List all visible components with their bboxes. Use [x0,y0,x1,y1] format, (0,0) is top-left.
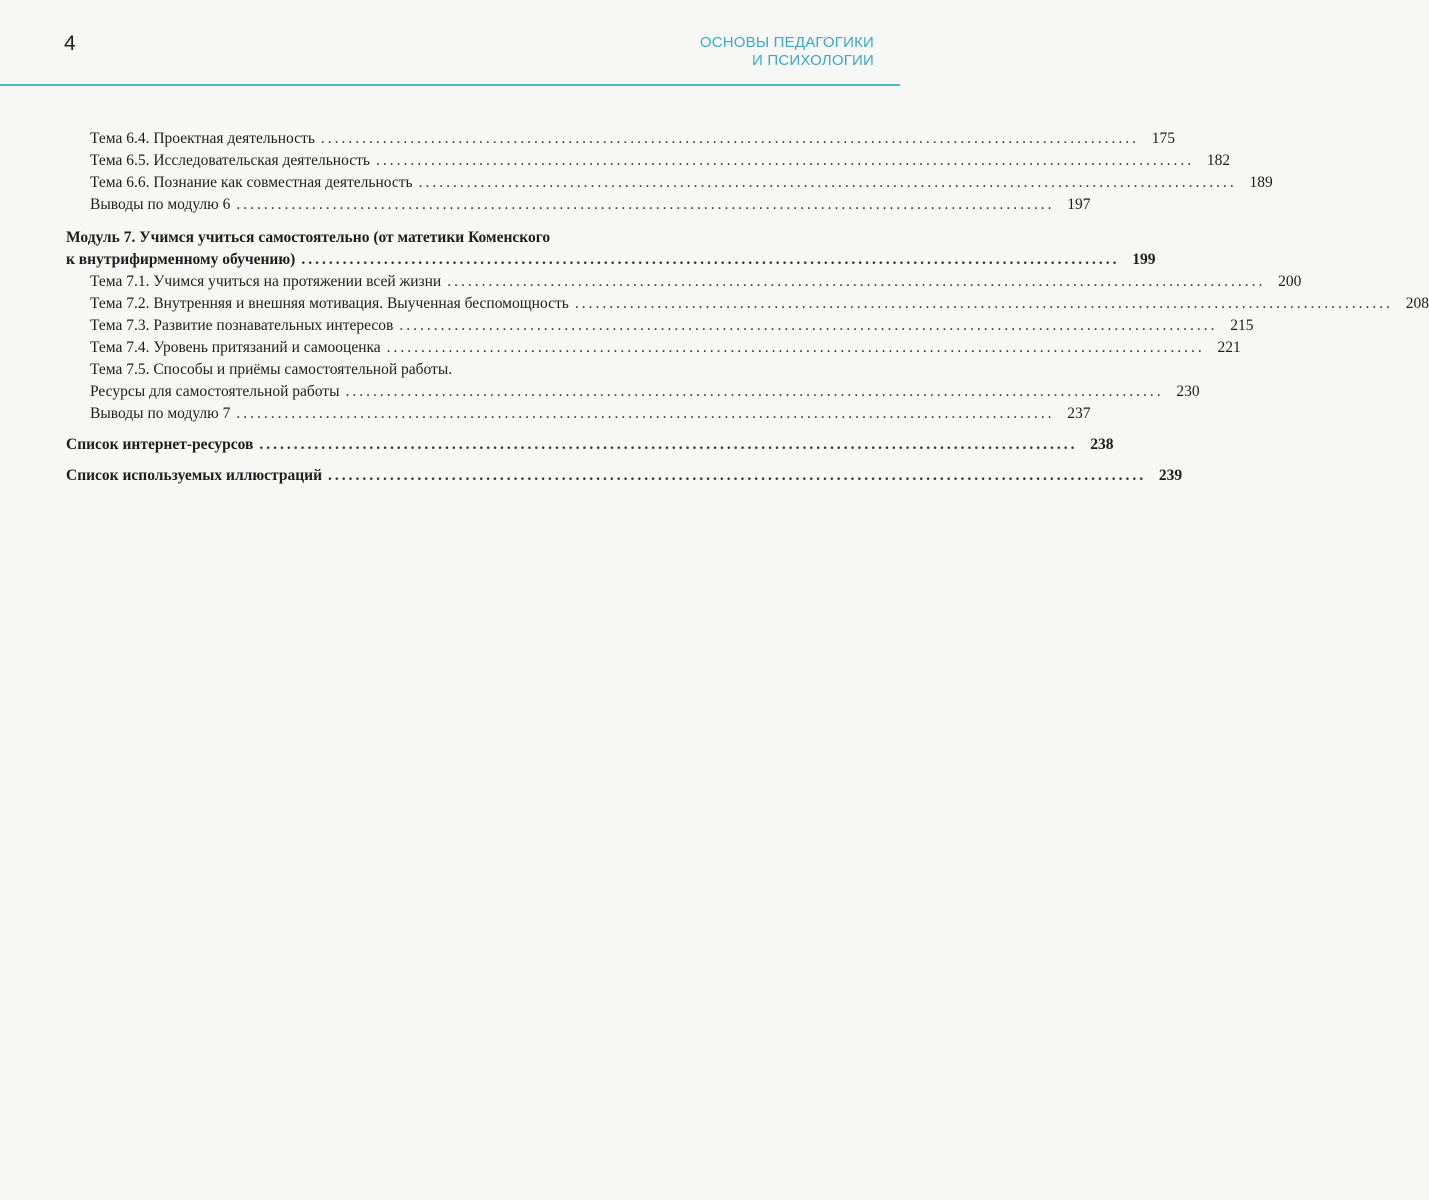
toc-entry-page: 215 [1230,317,1254,334]
toc-entry-topic-6-4 [66,128,1176,150]
toc-entry-page: 239 [1158,467,1183,484]
toc-entry-topic-7-5 [66,381,1200,403]
toc-entry-page: 221 [1217,339,1241,356]
toc-entry-title: Тема 7.1. Учимся учиться на протяжении всей жизни [90,273,442,290]
toc-entry-title: Тема 7.2. Внутренняя и внешняя мотивация. Выученная беспомощность [90,295,569,312]
toc-entry-page: 182 [1206,152,1231,169]
toc-entry-page: 200 [1278,273,1302,290]
toc-leader-dots: ....................................................................................................................... [447,273,1266,290]
running-head [700,34,874,70]
toc-leader-dots: ....................................................................................................................... [236,196,1055,213]
page-number: 4 [64,32,76,55]
toc-module7-title-line1: Модуль 7. Учимся учиться самостоятельно (от матетики Коменского [66,229,551,246]
toc-leader-dots: ....................................................................................................................... [328,467,1147,484]
toc-entry-title: Список используемых иллюстраций [66,467,323,484]
toc-entry-title: Тема 6.6. Познание как совместная деятельность [90,174,413,191]
toc-entry-internet-resources [66,434,1114,456]
toc-leader-dots: ....................................................................................................................... [320,130,1140,147]
toc-entry-title: Список интернет-ресурсов [66,436,254,453]
toc-entry-topic-7-1 [66,271,1302,293]
toc-entry-topic-6-5 [66,150,1231,172]
toc-leader-dots: ....................................................................................................................... [386,339,1205,356]
toc-entry-page: 238 [1090,436,1114,453]
toc-entry-title: Тема 6.4. Проектная деятельность [90,130,315,147]
running-head-line1: ОСНОВЫ ПЕДАГОГИКИ [699,34,874,51]
toc-entry-topic-7-4 [66,337,1241,359]
toc-entry-page: 189 [1249,174,1273,191]
toc-entry-illustrations [66,465,1183,487]
toc-entry-title: Ресурсы для самостоятельной работы [90,383,340,400]
toc-entry-title: Тема 6.5. Исследовательская деятельность [90,152,370,169]
header-rule [0,84,900,86]
toc-entry-title: Выводы по модулю 6 [90,196,231,213]
toc-entry-module7-summary [66,403,1091,425]
toc-entry-page: 197 [1067,196,1091,213]
toc-leader-dots: ....................................................................................................................... [236,405,1055,422]
table-of-contents [66,128,1429,487]
toc-leader-dots: ....................................................................................................................... [574,295,1393,312]
toc-leader-dots: ....................................................................................................................... [259,436,1078,453]
toc-entry-topic-7-3 [66,315,1254,337]
toc-leader-dots: ....................................................................................................................... [418,174,1237,191]
toc-leader-dots: ....................................................................................................................... [301,251,1120,268]
running-head-line2: И ПСИХОЛОГИИ [752,52,874,69]
toc-entry-page: 199 [1132,251,1156,268]
toc-entry-title: к внутрифирменному обучению) [66,251,296,268]
toc-leader-dots: ....................................................................................................................... [399,317,1218,334]
toc-entry-topic-7-2 [66,293,1429,315]
toc-entry-page: 230 [1176,383,1200,400]
toc-entry-module6-summary [66,194,1091,216]
toc-entry-topic-6-6 [66,172,1273,194]
toc-entry-title: Тема 7.4. Уровень притязаний и самооценка [90,339,381,356]
toc-leader-dots: ....................................................................................................................... [375,152,1195,169]
toc-entry-page: 208 [1405,295,1429,312]
toc-entry-module-7 [66,249,1156,271]
toc-entry-page: 175 [1151,130,1176,147]
toc-entry-title: Выводы по модулю 7 [90,405,231,422]
toc-entry-page: 237 [1067,405,1091,422]
toc-topic-7-5-title-line1: Тема 7.5. Способы и приёмы самостоятельной работы. [90,361,453,378]
toc-leader-dots: ....................................................................................................................... [345,383,1164,400]
toc-entry-title: Тема 7.3. Развитие познавательных интересов [90,317,394,334]
